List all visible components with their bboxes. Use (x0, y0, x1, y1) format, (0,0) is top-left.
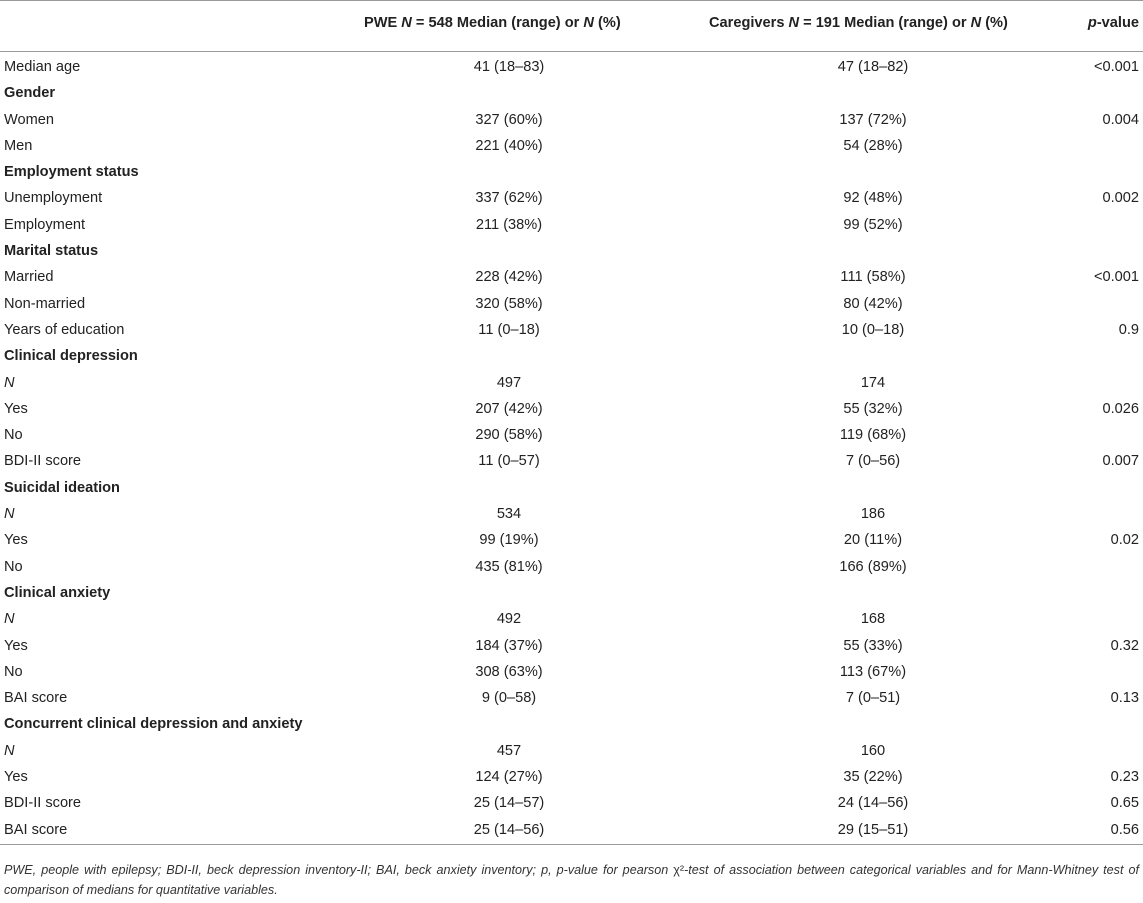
p-value: 0.32 (1110, 637, 1139, 654)
caregivers-value: 47 (18–82) (837, 59, 909, 75)
row-label: Yes (4, 400, 28, 417)
pwe-value: 497 (496, 374, 522, 391)
table-row (0, 817, 1143, 843)
row-label: BAI score (4, 690, 68, 707)
caregivers-value: 111 (58%) (840, 269, 906, 286)
table-footnote: PWE, people with epilepsy; BDI-II, beck depression inventory-II; BAI, beck anxiety inventory; p, p-value for pearson χ²-test of association between categorical variables and for Mann-Whitney test of comparison of medians for quantitative variables. (4, 863, 1139, 897)
row-label: Median age (4, 59, 81, 75)
table-row (0, 54, 1143, 80)
pwe-value: 11 (0–18) (478, 321, 540, 338)
table-row (0, 606, 1143, 632)
section-row (0, 80, 1143, 106)
section-heading: Marital status (4, 243, 99, 260)
row-label: Men (4, 137, 33, 154)
section-heading: Suicidal ideation (4, 479, 120, 496)
row-label: Unemployment (4, 190, 103, 207)
table-row (0, 291, 1143, 317)
pwe-value: 25 (14–57) (473, 795, 545, 812)
table-row (0, 370, 1143, 396)
caregivers-value: 7 (0–56) (845, 453, 901, 470)
table-row (0, 212, 1143, 238)
table-row (0, 501, 1143, 527)
pwe-value: 290 (58%) (475, 427, 543, 444)
table-row (0, 659, 1143, 685)
table-row (0, 685, 1143, 711)
header-pwe: PWE N = 548 Median (range) or N (%) (364, 15, 621, 31)
row-label: BDI-II score (4, 453, 82, 470)
caregivers-value: 113 (67%) (839, 663, 907, 680)
pwe-value: 41 (18–83) (473, 59, 545, 75)
caregivers-value: 168 (860, 611, 886, 628)
pwe-value: 435 (81%) (475, 558, 543, 575)
row-label: Non-married (4, 295, 86, 312)
section-row (0, 580, 1143, 606)
caregivers-value: 99 (52%) (843, 216, 903, 233)
p-value: 0.65 (1110, 795, 1139, 812)
table-body (0, 54, 1143, 843)
table-row (0, 396, 1143, 422)
table-row (0, 107, 1143, 133)
row-label: Years of education (4, 321, 125, 338)
p-value: 0.002 (1102, 190, 1139, 207)
section-row (0, 159, 1143, 185)
table-row (0, 317, 1143, 343)
row-label: Yes (4, 769, 28, 786)
caregivers-value: 20 (11%) (843, 532, 903, 549)
pwe-value: 25 (14–56) (473, 821, 545, 838)
row-label: N (4, 611, 15, 628)
row-label: Married (4, 269, 54, 286)
section-heading: Concurrent clinical depression and anxiety (4, 716, 303, 733)
table-row (0, 554, 1143, 580)
chi-squared-symbol: χ² (673, 863, 685, 877)
p-value: <0.001 (1093, 59, 1139, 75)
pwe-value: 320 (58%) (475, 295, 543, 312)
table-row (0, 633, 1143, 659)
table-row (0, 264, 1143, 290)
pwe-value: 308 (63%) (475, 663, 543, 680)
pwe-value: 492 (496, 611, 522, 628)
pwe-value: 228 (42%) (475, 269, 543, 286)
section-heading: Clinical anxiety (4, 584, 111, 601)
row-label: No (4, 558, 23, 575)
section-row (0, 475, 1143, 501)
pwe-value: 221 (40%) (475, 137, 543, 154)
caregivers-value: 29 (15–51) (837, 821, 909, 838)
p-value: <0.001 (1093, 269, 1139, 286)
table-row (0, 764, 1143, 790)
table-row (0, 790, 1143, 816)
table-bottom-rule (0, 844, 1143, 845)
caregivers-value: 174 (860, 374, 886, 391)
pwe-value: 124 (27%) (475, 769, 543, 786)
section-row (0, 238, 1143, 264)
pwe-value: 184 (37%) (475, 637, 543, 654)
row-label: BAI score (4, 821, 68, 838)
p-value: 0.23 (1110, 769, 1139, 786)
p-value: 0.02 (1110, 532, 1139, 549)
table-header-rule (0, 51, 1143, 52)
row-label: N (4, 506, 15, 523)
section-heading: Clinical depression (4, 348, 138, 365)
row-label: No (4, 663, 23, 680)
table-header (0, 0, 1143, 51)
row-label: Women (4, 111, 55, 128)
pwe-value: 534 (496, 506, 522, 523)
caregivers-value: 92 (48%) (843, 190, 903, 207)
table-row (0, 448, 1143, 474)
row-label: BDI-II score (4, 795, 82, 812)
p-value: 0.9 (1118, 321, 1139, 338)
table-row (0, 422, 1143, 448)
row-label: Yes (4, 637, 28, 654)
table-row (0, 133, 1143, 159)
pwe-value: 327 (60%) (475, 111, 543, 128)
table-row (0, 185, 1143, 211)
p-value: 0.004 (1102, 111, 1139, 128)
pwe-value: 9 (0–58) (481, 690, 537, 707)
caregivers-value: 35 (22%) (843, 769, 903, 786)
row-label: N (4, 374, 15, 391)
p-value: 0.13 (1110, 690, 1139, 707)
p-value: 0.026 (1102, 400, 1139, 417)
section-row (0, 711, 1143, 737)
p-value: 0.56 (1110, 821, 1139, 838)
pwe-value: 211 (38%) (475, 216, 543, 233)
caregivers-value: 54 (28%) (843, 137, 903, 154)
row-label: No (4, 427, 23, 444)
row-label: N (4, 742, 15, 759)
caregivers-value: 55 (33%) (843, 637, 903, 654)
section-heading: Employment status (4, 164, 139, 181)
section-heading: Gender (4, 85, 56, 102)
table-row (0, 738, 1143, 764)
caregivers-value: 7 (0–51) (845, 690, 901, 707)
pwe-value: 99 (19%) (479, 532, 539, 549)
pwe-value: 337 (62%) (475, 190, 543, 207)
caregivers-value: 80 (42%) (843, 295, 903, 312)
pwe-value: 457 (496, 742, 522, 759)
caregivers-value: 119 (68%) (839, 427, 907, 444)
row-label: Yes (4, 532, 28, 549)
pwe-value: 11 (0–57) (478, 453, 540, 470)
caregivers-value: 24 (14–56) (837, 795, 909, 812)
caregivers-value: 55 (32%) (843, 400, 903, 417)
pwe-value: 207 (42%) (475, 400, 543, 417)
header-caregivers: Caregivers N = 191 Median (range) or N (%) (709, 15, 1008, 31)
caregivers-value: 186 (860, 506, 886, 523)
table-row (0, 527, 1143, 553)
row-label: Employment (4, 216, 86, 233)
caregivers-value: 137 (72%) (839, 111, 907, 128)
caregivers-value: 166 (89%) (839, 558, 907, 575)
header-p-value: p-value (1087, 15, 1139, 31)
section-row (0, 343, 1143, 369)
caregivers-value: 160 (860, 742, 886, 759)
p-value: 0.007 (1102, 453, 1139, 470)
caregivers-value: 10 (0–18) (841, 321, 905, 338)
